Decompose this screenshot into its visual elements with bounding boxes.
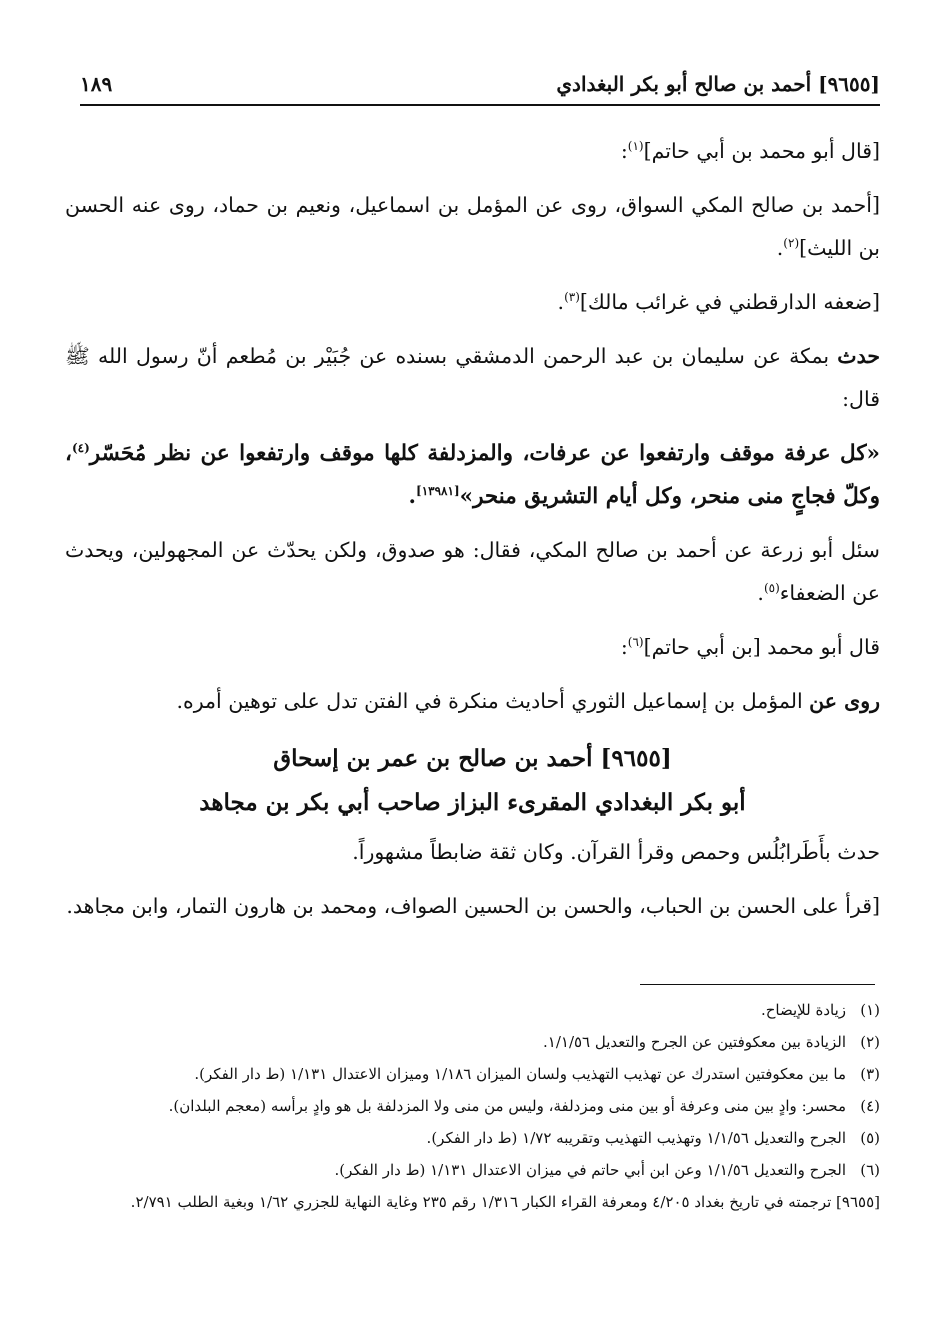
- footnotes: [70, 994, 880, 1218]
- paragraph-entry-2: [قرأ على الحسن بن الحباب، والحسن بن الحسين الصواف، ومحمد بن هارون التمار، وابن مجاهد.: [66, 894, 880, 918]
- footnote-3: (٣)ما بين معكوفتين استدرك عن تهذيب التهذيب ولسان الميزان ١/١٨٦ وميزان الاعتدال ١/١٣١ (ط دار الفكر).: [194, 1065, 880, 1083]
- footnote-5: (٥)الجرح والتعديل ١/١/٥٦ وتهذيب التهذيب وتقريبه ١/٧٢ (ط دار الفكر).: [426, 1129, 880, 1147]
- hadith-text: «كل عرفة موقف وارتفعوا عن عرفات، والمزدلفة كلها موقف وارتفعوا عن نظر مُحَسّر$^{(٤)}$، وكلّ فجاجٍ منى منحر، وكل أيام التشريق منحر»[١٣٩٨١].: [65, 440, 880, 509]
- footnote-ref-1[interactable]: (١): [627, 139, 644, 154]
- entry-heading: [65, 737, 880, 825]
- lead-word: روى عن: [809, 689, 880, 713]
- paragraph-abu-zura: سئل أبو زرعة عن أحمد بن صالح المكي، فقال: هو صدوق، ولكن يحدّث عن المجهولين، ويحدث عن الضعفاء$^{(٥)}$.: [65, 538, 880, 605]
- main-text: [65, 130, 880, 939]
- lead-word: حدث: [837, 344, 880, 368]
- footnote-1: (١)زيادة للإيضاح.: [760, 1001, 880, 1019]
- footnote-ref-2[interactable]: (٢): [783, 236, 800, 251]
- footnote-ref-6[interactable]: (٦): [627, 635, 644, 650]
- paragraph-hadith-chain: حدث بمكة عن سليمان بن عبد الرحمن الدمشقي بسنده عن جُبَيْر بن مُطعم أنّ رسول الله ﷺ قال:: [65, 344, 880, 411]
- entry-heading-line1: [٩٦٥٥] أحمد بن صالح بن عمر بن إسحاق: [273, 745, 672, 772]
- footnote-ref-3[interactable]: (٣): [564, 290, 580, 305]
- paragraph-daraqutni: [ضعفه الدارقطني في غرائب مالك]$^{(٣)}$.: [557, 290, 880, 314]
- paragraph-quote-abu-muhammad: [قال أبو محمد بن أبي حاتم]$^{(١)}$:: [620, 139, 880, 163]
- footnote-6: (٦)الجرح والتعديل ١/١/٥٦ وعن ابن أبي حاتم في ميزان الاعتدال ١/١٣١ (ط دار الفكر).: [334, 1161, 880, 1179]
- footnote-ref-4[interactable]: (٤): [71, 440, 90, 455]
- header-title: [٩٦٥٥] أحمد بن صالح أبو بكر البغدادي: [556, 72, 880, 96]
- paragraph-entry-1: حدث بأَطَرابُلُس وحمص وقرأ القرآن. وكان ثقة ضابطاً مشهوراً.: [352, 840, 880, 864]
- running-header: [80, 70, 880, 106]
- paragraph-biography: [أحمد بن صالح المكي السواق، روى عن المؤمل بن اسماعيل، ونعيم بن حماد، روى عنه الحسن بن الليث]$^{(٢)}$.: [65, 193, 880, 260]
- paragraph-rawa-an: روى عن المؤمل بن إسماعيل الثوري أحاديث منكرة في الفتن تدل على توهين أمره.: [176, 689, 880, 713]
- page-number: ١٨٩: [80, 72, 113, 96]
- paragraph-quote-abu-muhammad-2: قال أبو محمد [بن أبي حاتم]$^{(٦)}$:: [620, 635, 880, 659]
- footnote-2: (٢)الزيادة بين معكوفتين عن الجرح والتعديل ١/١/٥٦.: [543, 1033, 880, 1051]
- hadith-number: [١٣٩٨١]: [416, 483, 460, 498]
- footnote-entry-sources: [٩٦٥٥] ترجمته في تاريخ بغداد ٤/٢٠٥ ومعرفة القراء الكبار ١/٣١٦ رقم ٢٣٥ وغاية النهاية للجزري ١/٦٢ وبغية الطلب ٢/٧٩١.: [130, 1193, 880, 1211]
- entry-heading-line2: أبو بكر البغدادي المقرىء البزاز صاحب أبي بكر بن مجاهد: [199, 789, 746, 816]
- footnote-divider: [640, 984, 875, 985]
- footnote-ref-5[interactable]: (٥): [763, 581, 780, 596]
- footnote-4: (٤)محسر: وادٍ بين منى وعرفة أو بين منى ومزدلفة، وليس من منى ولا المزدلفة بل هو وادٍ برأسه (معجم البلدان).: [168, 1097, 880, 1115]
